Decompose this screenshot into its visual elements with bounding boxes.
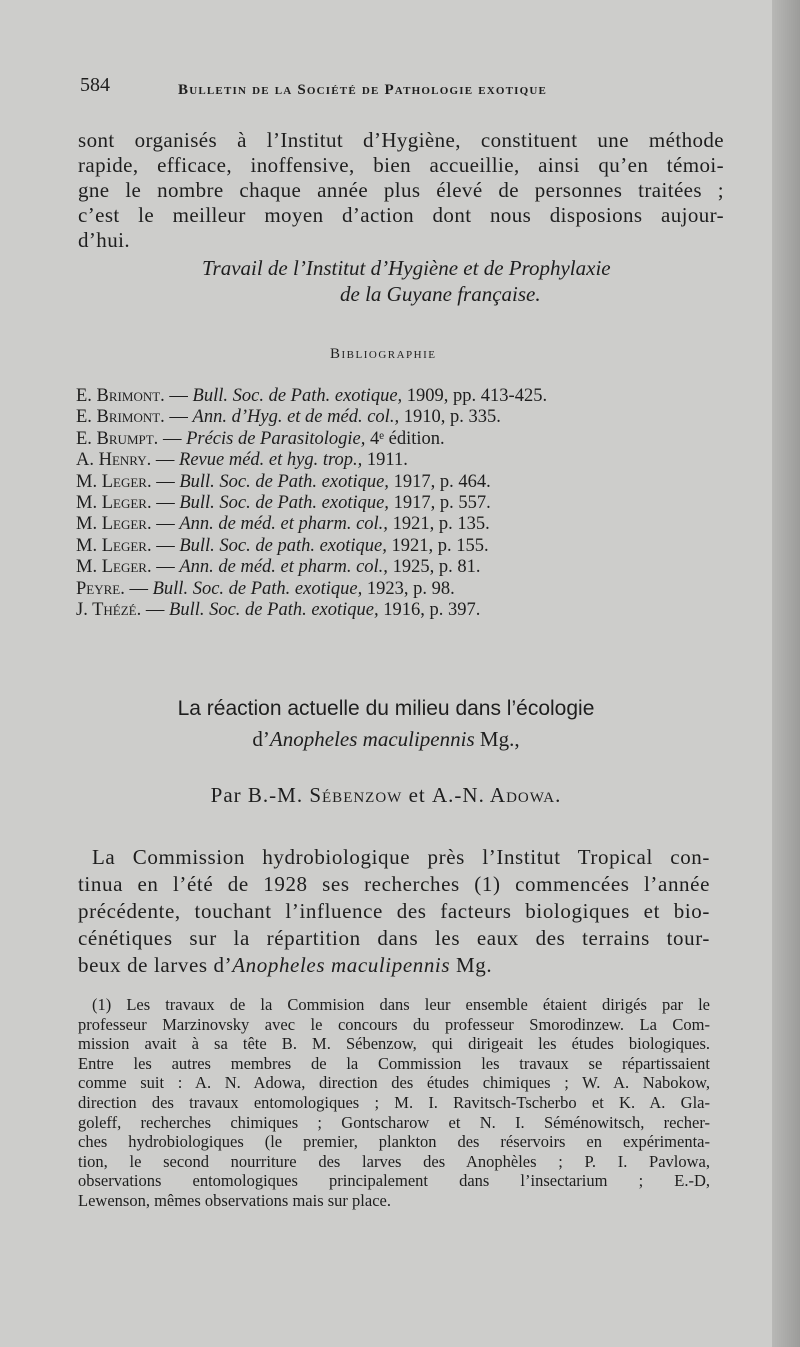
intro-paragraph: [78, 128, 724, 253]
bib-author: A. Henry.: [76, 450, 152, 471]
bib-details: 1917, p. 464.: [393, 471, 491, 492]
article-title-line-1: La réaction actuelle du milieu dans l’écologie: [177, 697, 595, 720]
intro-line: c’est le meilleur moyen d’action dont nous disposions aujour-: [78, 203, 724, 227]
bib-dash: —: [156, 514, 175, 535]
signature-line-2: de la Guyane française.: [340, 282, 541, 306]
article-body-paragraph: [78, 844, 710, 979]
bib-dash: —: [156, 557, 175, 578]
bib-author: M. Leger.: [76, 557, 152, 578]
footnote-line: direction des travaux entomologiques ; M. I. Ravitsch-Tscherbo et K. A. Gla-: [78, 1092, 710, 1112]
body-species: Anopheles maculipennis: [232, 953, 451, 977]
title-suffix: Mg.,: [479, 727, 520, 751]
body-line: tinua en l’été de 1928 ses recherches (1) commencées l’année: [78, 872, 710, 896]
footnote-line: mission avait à sa tête B. M. Sébenzow, qui dirigeait les études biologiques.: [78, 1034, 710, 1054]
bibliography-entry: [76, 407, 547, 428]
bib-journal: Bull. Soc. de Path. exotique,: [152, 578, 363, 599]
body-last-prefix: beux de larves d’: [78, 953, 233, 977]
page-edge-shadow: [772, 0, 800, 1347]
bib-author: M. Leger.: [76, 493, 152, 514]
bib-details: 1916, p. 397.: [383, 600, 481, 621]
bib-journal: Ann. d’Hyg. et de méd. col.,: [192, 407, 400, 428]
intro-line: gne le nombre chaque année plus élevé de personnes traitées ;: [78, 178, 724, 202]
bib-dash: —: [156, 471, 175, 492]
running-title: Bulletin de la Société de Pathologie exotique: [178, 82, 548, 98]
bib-journal: Ann. de méd. et pharm. col.,: [179, 557, 388, 578]
body-line: précédente, touchant l’influence des facteurs biologiques et bio-: [78, 899, 710, 923]
bibliography-entry: [76, 493, 547, 514]
intro-line: rapide, efficace, inoffensive, bien accueillie, ainsi qu’en témoi-: [78, 153, 724, 177]
bib-details: 1923, p. 98.: [366, 578, 455, 599]
bib-dash: —: [169, 386, 188, 406]
bib-dash: —: [156, 493, 175, 514]
bib-dash: —: [162, 428, 182, 449]
bibliography-entry: [76, 472, 547, 493]
bibliography-entry: [76, 429, 547, 450]
body-line: [78, 952, 710, 979]
intro-line: sont organisés à l’Institut d’Hygiène, constituent une méthode: [78, 128, 724, 152]
bib-journal: Bull. Soc. de path. exotique,: [179, 535, 387, 556]
bib-journal: Revue méd. et hyg. trop.,: [179, 450, 363, 471]
bib-journal: Bull. Soc. de Path. exotique,: [179, 471, 389, 492]
signature-line-1: Travail de l’Institut d’Hygiène et de Prophylaxie: [202, 256, 611, 280]
bib-author: M. Leger.: [76, 514, 152, 535]
bibliography-entry: [76, 600, 547, 621]
bib-author: E. Brimont.: [76, 407, 165, 428]
bib-dash: —: [145, 600, 165, 621]
bib-journal: Bull. Soc. de Path. exotique,: [192, 386, 403, 406]
authors-par: Par: [210, 783, 242, 807]
footnote-line: observations entomologiques principalement dans l’insectarium ; E.-D,: [78, 1171, 710, 1191]
page-number: 584: [80, 74, 110, 96]
footnote-line: Lewenson, mêmes observations mais sur place.: [78, 1190, 391, 1210]
bib-journal: Ann. de méd. et pharm. col.,: [179, 514, 388, 535]
bib-author: M. Leger.: [76, 471, 152, 492]
article-title-line-2: [0, 727, 772, 752]
bib-details: 1909, pp. 413-425.: [406, 386, 548, 406]
bibliography-heading: Bibliographie: [330, 346, 437, 362]
footnote-line: ches hydrobiologiques (le premier, plankton des réservoirs en expérimenta-: [78, 1132, 710, 1152]
bibliography-entry: [76, 557, 547, 578]
bibliography-entry: [76, 579, 547, 600]
body-last-suffix: Mg.: [456, 953, 493, 977]
intro-line: d’hui.: [78, 228, 130, 252]
bib-dash: —: [156, 535, 175, 556]
bib-journal: Bull. Soc. de Path. exotique,: [169, 600, 379, 621]
bib-details: 1921, p. 135.: [392, 514, 490, 535]
bib-details: 1925, p. 81.: [392, 557, 481, 578]
footnote-line: comme suit : A. N. Adowa, direction des études chimiques ; W. A. Nabokow,: [78, 1073, 710, 1093]
title-prefix: d’: [252, 727, 270, 751]
bib-details: 1911.: [366, 450, 408, 471]
bib-details: 1921, p. 155.: [391, 535, 489, 556]
article-authors: [0, 783, 772, 808]
author-2: A.-N. Adowa.: [432, 783, 562, 807]
bib-author: J. Thézé.: [76, 600, 142, 621]
bib-details: 1917, p. 557.: [393, 493, 491, 514]
bibliography-list: [76, 386, 547, 621]
bibliography-entry: [76, 536, 547, 557]
footnote-line: tion, le second nourriture des larves des Anophèles ; P. I. Pavlowa,: [78, 1151, 710, 1171]
bib-dash: —: [169, 407, 188, 428]
bib-details: 4ᵉ édition.: [370, 428, 445, 449]
bib-journal: Précis de Parasitologie,: [186, 428, 366, 449]
footnote-line: goleff, recherches chimiques ; Gontscharow et N. I. Séménowitsch, recher-: [78, 1112, 710, 1132]
body-line: cénétiques sur la répartition dans les eaux des terrains tour-: [78, 926, 710, 950]
bib-dash: —: [129, 578, 148, 599]
author-1: B.-M. Sébenzow: [247, 783, 403, 807]
footnote: [78, 995, 710, 1211]
bibliography-entry: [76, 514, 547, 535]
footnote-line: professeur Marzinovsky avec le concours du professeur Smorodinzew. La Com-: [78, 1014, 710, 1034]
bib-dash: —: [155, 450, 175, 471]
footnote-line: (1) Les travaux de la Commision dans leur ensemble étaient dirigés par le: [92, 995, 710, 1014]
bib-author: Peyre.: [76, 578, 125, 599]
title-species: Anopheles maculipennis: [269, 727, 475, 751]
bib-author: E. Brumpt.: [76, 428, 159, 449]
bib-author: M. Leger.: [76, 535, 152, 556]
footnote-line: Entre les autres membres de la Commission les travaux se répartissaient: [78, 1053, 710, 1073]
bib-journal: Bull. Soc. de Path. exotique,: [179, 493, 389, 514]
authors-et: et: [408, 783, 426, 807]
bibliography-entry: [76, 450, 547, 471]
bib-details: 1910, p. 335.: [403, 407, 501, 428]
body-line: La Commission hydrobiologique près l’Institut Tropical con-: [92, 845, 710, 869]
bib-author: E. Brimont.: [76, 386, 165, 406]
bibliography-entry: [76, 386, 547, 407]
